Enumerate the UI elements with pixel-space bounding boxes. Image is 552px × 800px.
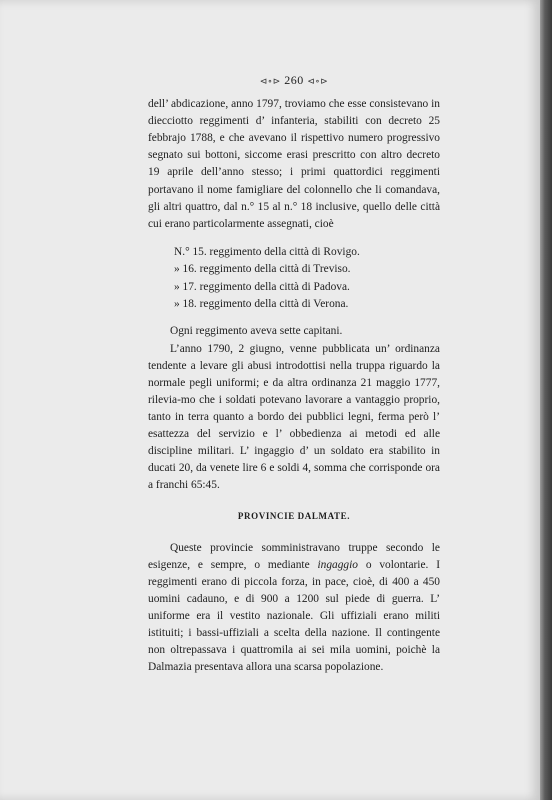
section-heading: PROVINCIE DALMATE. bbox=[237, 511, 351, 522]
italic-word: ingaggio bbox=[317, 558, 358, 571]
paragraph-1: dell’ abdicazione, anno 1797, troviamo che esse consistevano in diecciotto reggimenti d’ infanteria, stabiliti con decreto 25 febbrajo 1788, e che avevano il rispettivo numero progressivo segnato sui bottoni, siccome erasi prescritto con altro decreto 19 aprile dell’anno stesso; i primi quattordici reggimenti portavano il nome famigliare del colonnello che li comandava, gli altri quattro, dal n.° 15 al n.° 18 inclusive, quello delle città cui erano particolarmente assegnati, cioè bbox=[148, 98, 440, 230]
list-item: » 18. reggimento della città di Verona. bbox=[174, 298, 349, 311]
page-header bbox=[148, 72, 440, 90]
paragraph-group bbox=[148, 96, 440, 233]
paragraph-group bbox=[148, 540, 440, 677]
paragraph-2: Ogni reggimento aveva sette capitani. bbox=[170, 325, 343, 338]
paragraph-4: Queste provincie somministravano truppe secondo le esigenze, e sempre, o mediante ingaggio o volontarie. I reggimenti erano di piccola forza, in pace, cioè, di 400 a 450 uomini cadauno, e di 900 a 1200 sul piede di guerra. L’ uniforme era il vestito nazionale. Gli uffiziali erano militi istituiti; i bassi-uffiziali a scelta della nazione. Il contingente non oltrepassava i quattromila ai sei mila uomini, poichè la Dalmazia presentava allora una scarsa popolazione. bbox=[148, 541, 440, 674]
paragraph-3: L’anno 1790, 2 giugno, venne pubblicata un’ ordinanza tendente a levare gli abusi introdottisi nella truppa riguardo la normale pegli uniformi; e da altra ordinanza 21 maggio 1777, rilevia-mo che i soldati potevano lavorare a vantaggio proprio, tanto in terra quanto a bordo dei pubblici legni, ferma però l’ esattezza del servizio e l’ obbedienza ai metodi ed alle discipline militari. L’ ingaggio d’ un soldato era stabilito in ducati 20, da venete lire 6 e soldi 4, somma che corrisponde ora a franchi 65:45. bbox=[148, 342, 440, 492]
regiment-list bbox=[174, 244, 440, 314]
page-edge bbox=[540, 0, 552, 800]
ornament-right: ⊲∘⊳ bbox=[307, 76, 329, 86]
text-block bbox=[148, 73, 440, 676]
paragraph-group bbox=[148, 323, 440, 494]
list-item: » 17. reggimento della città di Padova. bbox=[174, 280, 350, 293]
page-number: 260 bbox=[284, 73, 304, 87]
list-item: N.° 15. reggimento della città di Rovigo. bbox=[174, 245, 360, 258]
list-item: » 16. reggimento della città di Treviso. bbox=[174, 263, 351, 276]
ornament-left: ⊲∘⊳ bbox=[259, 76, 281, 86]
